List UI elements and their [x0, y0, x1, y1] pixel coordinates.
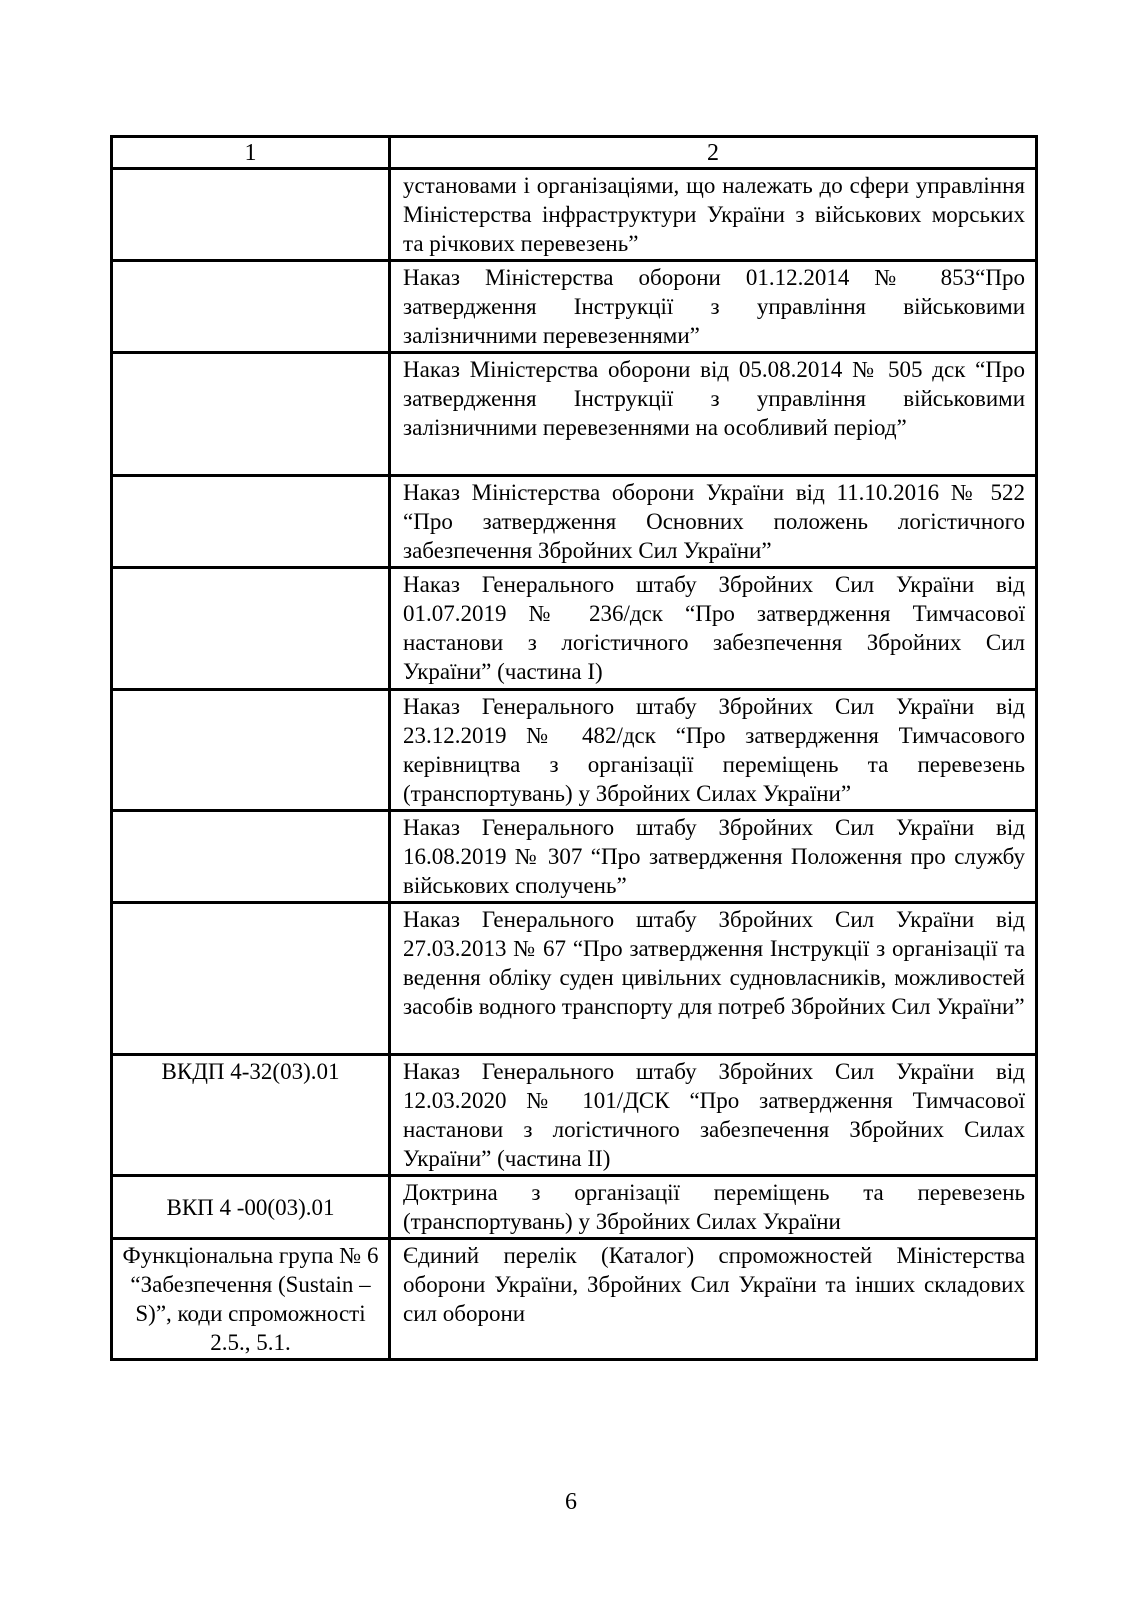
- column-header-document: 2: [390, 137, 1037, 169]
- code-cell: [112, 903, 390, 1055]
- table-row: [112, 1055, 1037, 1176]
- table-row: [112, 169, 1037, 261]
- table-row: [112, 353, 1037, 476]
- code-cell: ВКП 4 -00(03).01: [112, 1176, 390, 1239]
- code-cell: ВКДП 4-32(03).01: [112, 1055, 390, 1176]
- regulations-table: [110, 135, 1038, 1361]
- code-cell: Функціональна група № 6 “Забезпечення (Sustain – S)”, коди спроможності 2.5., 5.1.: [112, 1239, 390, 1360]
- document-cell: Наказ Генерального штабу Збройних Сил України від 01.07.2019 № 236/дск “Про затвердження Тимчасової настанови з логістичного забезпечення Збройних Сил України” (частина I): [390, 568, 1037, 690]
- document-cell: Наказ Міністерства оборони України від 11.10.2016 № 522 “Про затвердження Основних положень логістичного забезпечення Збройних Сил України”: [390, 476, 1037, 568]
- code-cell: [112, 690, 390, 811]
- table-row: [112, 690, 1037, 811]
- document-cell: Наказ Генерального штабу Збройних Сил України від 23.12.2019 № 482/дск “Про затвердження Тимчасового керівництва з організації переміщень та перевезень (транспортувань) у Збройних Силах України”: [390, 690, 1037, 811]
- document-cell: Наказ Міністерства оборони від 05.08.2014 № 505 дск “Про затвердження Інструкції з управління військовими залізничними перевезеннями на особливий період”: [390, 353, 1037, 476]
- table-row: [112, 1239, 1037, 1360]
- code-cell: [112, 476, 390, 568]
- table-row: [112, 476, 1037, 568]
- table-row: [112, 903, 1037, 1055]
- page-number: 6: [565, 1489, 577, 1515]
- code-cell: [112, 169, 390, 261]
- document-cell: Наказ Генерального штабу Збройних Сил України від 27.03.2013 № 67 “Про затвердження Інструкції з організації та ведення обліку суден цивільних судновласників, можливостей засобів водного транспорту для потреб Збройних Сил України”: [390, 903, 1037, 1055]
- document-cell: Наказ Міністерства оборони 01.12.2014 № 853“Про затвердження Інструкції з управління військовими залізничними перевезеннями”: [390, 261, 1037, 353]
- document-cell: Єдиний перелік (Каталог) спроможностей Міністерства оборони України, Збройних Сил України та інших складових сил оборони: [390, 1239, 1037, 1360]
- table-row: [112, 811, 1037, 903]
- table-header-row: [112, 137, 1037, 169]
- document-cell: Наказ Генерального штабу Збройних Сил України від 12.03.2020 № 101/ДСК “Про затвердження Тимчасової настанови з логістичного забезпечення Збройних Силах України” (частина II): [390, 1055, 1037, 1176]
- table-row: [112, 261, 1037, 353]
- code-cell: [112, 568, 390, 690]
- document-cell: Наказ Генерального штабу Збройних Сил України від 16.08.2019 № 307 “Про затвердження Положення про службу військових сполучень”: [390, 811, 1037, 903]
- column-header-code: 1: [112, 137, 390, 169]
- code-cell: [112, 353, 390, 476]
- code-cell: [112, 811, 390, 903]
- document-cell: установами і організаціями, що належать до сфери управління Міністерства інфраструктури України з військових морських та річкових перевезень”: [390, 169, 1037, 261]
- code-cell: [112, 261, 390, 353]
- table-row: [112, 1176, 1037, 1239]
- document-cell: Доктрина з організації переміщень та перевезень (транспортувань) у Збройних Силах України: [390, 1176, 1037, 1239]
- table-row: [112, 568, 1037, 690]
